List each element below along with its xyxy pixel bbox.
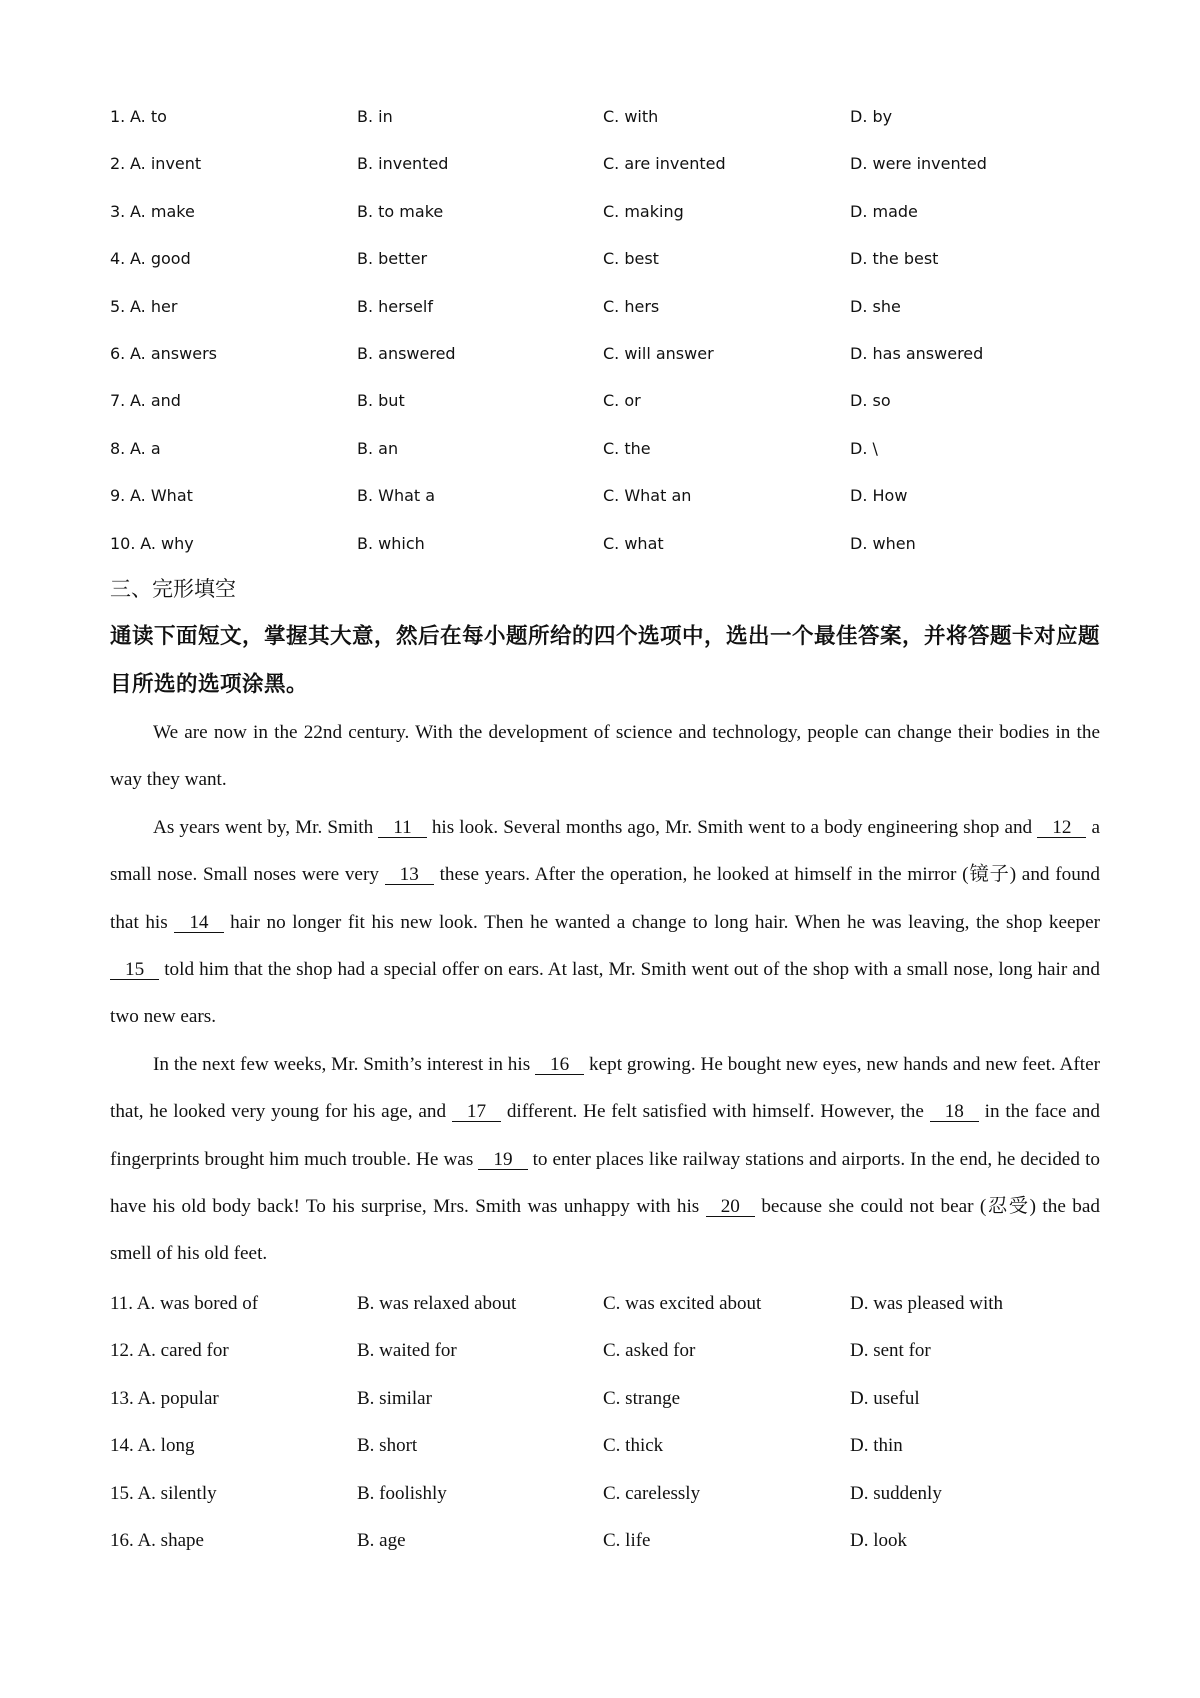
question-number: 4.: [110, 249, 126, 269]
option-c: C. the: [603, 438, 651, 458]
option-d: D. she: [850, 296, 901, 316]
option-a-text: A. why: [140, 533, 194, 553]
option-d: D. look: [850, 1529, 907, 1551]
question-number: 12.: [110, 1340, 134, 1362]
passage-text: told him that the shop had a special offer on ears. At last, Mr. Smith went out of the shop with a small nose, long hair and two new ears.: [110, 959, 1100, 1028]
option-d: D. \: [850, 438, 878, 458]
option-b: B. to make: [357, 201, 444, 221]
option-a: [110, 330, 217, 377]
option-a: [110, 1327, 229, 1374]
blank-19: 19: [478, 1150, 527, 1170]
option-a-text: A. good: [130, 249, 191, 269]
option-a-text: A. and: [130, 391, 181, 411]
passage-paragraph-3: [110, 1041, 1100, 1278]
question-number: 1.: [110, 107, 126, 126]
option-a: [110, 1422, 194, 1469]
option-b: B. What a: [357, 486, 436, 506]
option-b: B. answered: [357, 343, 456, 363]
option-a-text: A. silently: [137, 1482, 217, 1504]
option-a-text: A. popular: [137, 1387, 219, 1409]
option-c: C. will answer: [603, 343, 714, 363]
option-b: B. in: [357, 107, 393, 126]
question-row: [110, 1517, 1100, 1564]
option-b: B. an: [357, 438, 399, 458]
option-d: D. sent for: [850, 1340, 931, 1362]
option-a-text: A. shape: [137, 1529, 204, 1551]
question-number: 8.: [110, 438, 126, 458]
option-b: B. herself: [357, 296, 433, 316]
blank-12: 12: [1037, 818, 1086, 838]
option-a-text: A. make: [130, 201, 195, 221]
option-a: [110, 235, 191, 282]
option-b: B. better: [357, 249, 428, 269]
option-c: C. are invented: [603, 154, 726, 174]
section-instructions: 通读下面短文，掌握其大意，然后在每小题所给的四个选项中，选出一个最佳答案，并将答题卡对应题目所选的选项涂黑。: [110, 624, 1101, 697]
option-a-text: A. her: [130, 296, 178, 316]
question-number: 5.: [110, 296, 126, 316]
question-number: 3.: [110, 201, 126, 221]
option-b: B. similar: [357, 1387, 432, 1409]
option-a-text: A. invent: [130, 154, 202, 174]
question-row: [110, 140, 1100, 187]
question-number: 6.: [110, 343, 126, 363]
option-d: D. suddenly: [850, 1482, 942, 1504]
passage-paragraph-2: [110, 804, 1100, 1041]
passage-text: because she could not bear (忍受) the bad smell of his old feet.: [110, 1196, 1100, 1265]
question-number: 7.: [110, 391, 126, 411]
blank-13: 13: [385, 865, 434, 885]
question-row: [110, 1470, 1100, 1517]
question-number: 10.: [110, 533, 136, 553]
option-c: C. or: [603, 391, 641, 411]
option-c: C. hers: [603, 296, 660, 316]
option-d: D. thin: [850, 1435, 903, 1457]
option-d: D. useful: [850, 1387, 920, 1409]
question-number: 15.: [110, 1482, 134, 1504]
option-c: C. What an: [603, 486, 692, 506]
passage-text: different. He felt satisfied with himself. However, the: [501, 1101, 930, 1123]
option-b: B. was relaxed about: [357, 1293, 517, 1314]
option-b: B. short: [357, 1435, 418, 1457]
question-row: [110, 1280, 1100, 1327]
question-row: [110, 377, 1100, 424]
option-c: C. making: [603, 201, 684, 221]
option-a-text: A. a: [130, 438, 161, 458]
option-a-text: A. What: [130, 486, 193, 506]
question-row: [110, 425, 1100, 472]
option-a: [110, 93, 167, 140]
section-title: 三、完形填空: [110, 577, 236, 601]
option-d: D. How: [850, 486, 908, 506]
option-a: [110, 425, 161, 472]
option-b: B. age: [357, 1529, 406, 1551]
blank-16: 16: [535, 1055, 584, 1075]
option-d: D. the best: [850, 249, 939, 269]
question-number: 16.: [110, 1529, 134, 1551]
options-block-11-16: [110, 1280, 1100, 1564]
option-d: D. were invented: [850, 154, 987, 174]
blank-17: 17: [452, 1102, 501, 1122]
option-a-text: A. was bored of: [136, 1293, 259, 1314]
option-a: [110, 283, 177, 330]
passage-text: kept growing. He bought new eyes, new hands and new feet. After that, he looked very young for his age, and: [110, 1053, 1100, 1123]
option-c: C. carelessly: [603, 1482, 701, 1504]
option-d: D. has answered: [850, 343, 984, 363]
option-c: C. thick: [603, 1435, 664, 1457]
option-a-text: A. answers: [130, 343, 217, 363]
question-number: 11.: [110, 1293, 134, 1314]
option-a: [110, 188, 195, 235]
blank-15: 15: [110, 960, 159, 980]
option-b: B. which: [357, 533, 425, 553]
blank-11: 11: [378, 818, 426, 838]
option-b: B. invented: [357, 154, 449, 174]
question-row: [110, 188, 1100, 235]
option-a-text: A. cared for: [137, 1340, 229, 1362]
option-a: [110, 140, 201, 187]
option-c: C. was excited about: [603, 1293, 762, 1314]
option-b: B. but: [357, 391, 405, 411]
option-a: [110, 1280, 258, 1327]
question-number: 14.: [110, 1435, 134, 1457]
blank-14: 14: [174, 913, 223, 933]
option-a: [110, 1375, 219, 1422]
option-a: [110, 377, 181, 424]
question-number: 13.: [110, 1387, 134, 1409]
option-c: C. best: [603, 249, 659, 269]
option-c: C. strange: [603, 1387, 681, 1409]
option-d: D. was pleased with: [850, 1293, 1004, 1314]
passage-text: As years went by, Mr. Smith: [153, 816, 379, 838]
option-d: D. so: [850, 391, 891, 411]
option-c: C. what: [603, 533, 664, 553]
question-row: [110, 93, 1100, 140]
option-d: D. by: [850, 107, 893, 126]
passage-paragraph-1: We are now in the 22nd century. With the development of science and technology, people can change their bodies in the way they want.: [110, 722, 1100, 791]
question-number: 2.: [110, 154, 126, 174]
option-c: C. asked for: [603, 1340, 696, 1362]
option-b: B. foolishly: [357, 1482, 447, 1504]
passage-text: In the next few weeks, Mr. Smith’s interest in his: [153, 1053, 536, 1075]
option-c: C. with: [603, 107, 659, 126]
passage-text: a small nose. Small noses were very: [110, 816, 1100, 886]
passage-text: hair no longer fit his new look. Then he wanted a change to long hair. When he was leaving, the shop keeper: [223, 911, 1100, 933]
question-row: [110, 1375, 1100, 1422]
option-a: [110, 472, 193, 519]
passage-text: these years. After the operation, he looked at himself in the mirror (镜子) and found that his: [110, 864, 1100, 933]
option-d: D. when: [850, 533, 916, 553]
question-row: [110, 235, 1100, 282]
option-a: [110, 1470, 217, 1517]
question-row: [110, 330, 1100, 377]
passage-text: his look. Several months ago, Mr. Smith went to a body engineering shop and: [426, 816, 1038, 838]
option-a: [110, 520, 194, 567]
option-a-text: A. to: [130, 107, 167, 126]
question-row: [110, 520, 1100, 567]
option-a-text: A. long: [137, 1435, 195, 1457]
blank-18: 18: [930, 1102, 979, 1122]
option-b: B. waited for: [357, 1340, 457, 1362]
passage-text: to enter places like railway stations and airports. In the end, he decided to have his old body back! To his surprise, Mrs. Smith was unhappy with his: [110, 1148, 1100, 1218]
blank-20: 20: [706, 1197, 755, 1217]
option-d: D. made: [850, 201, 918, 221]
cloze-passage: [110, 709, 1100, 1278]
question-row: [110, 1422, 1100, 1469]
passage-text: in the face and fingerprints brought him much trouble. He was: [110, 1101, 1100, 1170]
options-block-1-10: [110, 93, 1100, 567]
option-a: [110, 1517, 204, 1564]
question-row: [110, 472, 1100, 519]
question-row: [110, 283, 1100, 330]
question-number: 9.: [110, 486, 126, 506]
option-c: C. life: [603, 1529, 651, 1551]
question-row: [110, 1327, 1100, 1374]
